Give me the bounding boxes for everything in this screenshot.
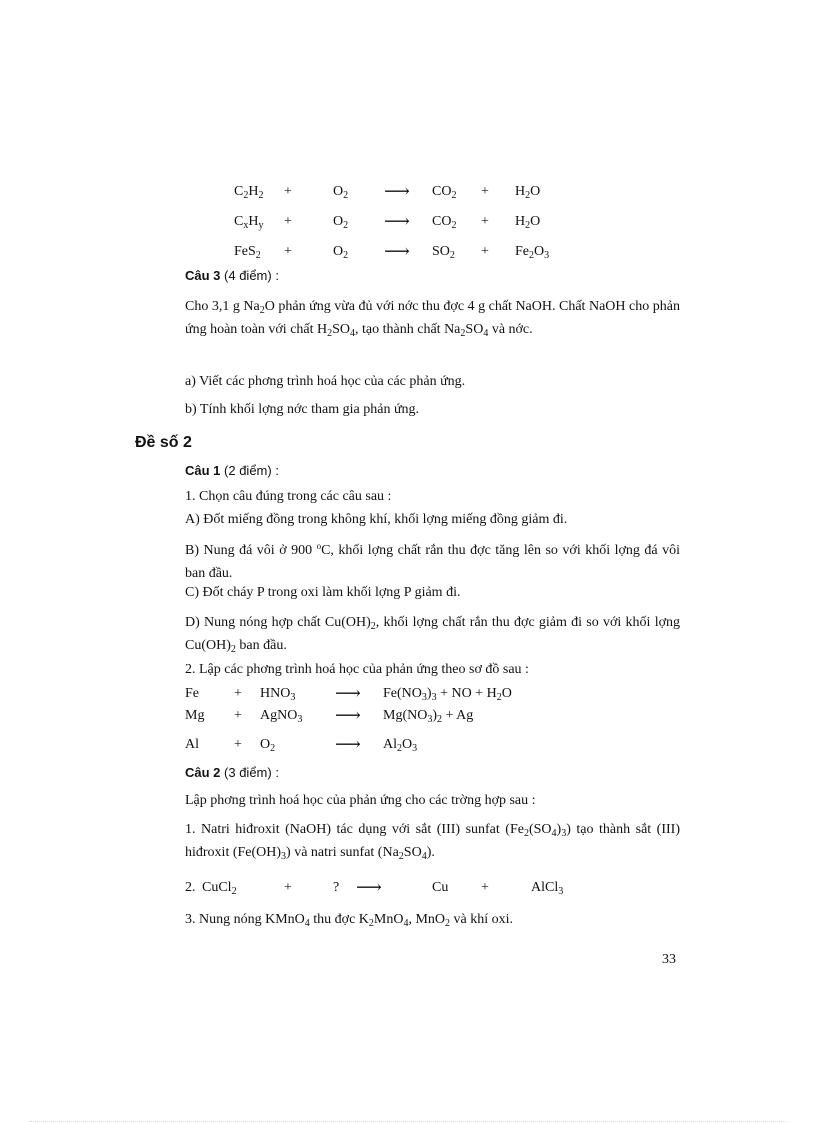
question-title: Câu 1 xyxy=(185,463,221,478)
plus-sign: + xyxy=(284,244,292,259)
product: $CO_2$ xyxy=(432,184,457,201)
reactant: $O_2$ xyxy=(333,244,349,261)
question-1-option-a: A) Đốt miếng đồng trong không khí, khối lợng miếng đồng giảm đi. xyxy=(185,512,568,527)
question-3-text: Cho 3,1 g $Na_2O$ phản ứng vừa đủ với nớc thu đợc 4 g chất NaOH. Chất NaOH cho phản ứng hoàn toàn với chất $H_2SO_4$, tạo thành chất $Na_2SO_4$ và nớc. xyxy=(185,299,680,339)
question-2-part-1: 1. Natri hiđroxit (NaOH) tác dụng với sắt (III) sunfat $(Fe_2(SO_4)_3)$ tạo thành sắt (III) hiđroxit $(Fe(OH)_3)$ và natri sunfat $(Na_2SO_4)$. xyxy=(185,822,680,862)
page-number: 33 xyxy=(662,952,676,967)
question-2-part-3: 3. Nung nóng KMnO$_4$ thu đợc $K_2MnO_4$, MnO$_2$ và khí oxi. xyxy=(185,912,514,929)
reactant: $HNO_3$ xyxy=(260,686,296,703)
reactant: $O_2$ xyxy=(333,214,349,231)
question-title: Câu 2 xyxy=(185,765,221,780)
arrow: ⟶ xyxy=(384,211,410,231)
question-points: (2 điểm) : xyxy=(224,463,279,478)
question-points: (3 điểm) : xyxy=(224,765,279,780)
plus-sign: + xyxy=(481,214,489,229)
reactant: $O_2$ xyxy=(260,737,276,754)
question-points: (4 điểm) : xyxy=(224,268,279,283)
product: $CO_2$ xyxy=(432,214,457,231)
plus-sign: + xyxy=(234,708,242,723)
arrow: ⟶ xyxy=(335,683,361,703)
plus-sign: + xyxy=(284,184,292,199)
reactant: FeS$_2$ xyxy=(234,244,261,261)
question-title: Câu 3 xyxy=(185,268,221,283)
question-2-intro: Lập phơng trình hoá học của phản ứng cho các trờng hợp sau : xyxy=(185,793,536,808)
products: $Fe(NO_3)_3$ + NO + $H_2O$ xyxy=(383,686,512,703)
unknown-reactant: ? xyxy=(333,880,340,895)
question-1-intro: 1. Chọn câu đúng trong các câu sau : xyxy=(185,489,392,504)
plus-sign: + xyxy=(284,214,292,229)
plus-sign: + xyxy=(481,880,489,895)
arrow: ⟶ xyxy=(384,241,410,261)
reactant: Fe xyxy=(185,686,199,701)
arrow: ⟶ xyxy=(335,705,361,725)
reactant: CuCl$_2$ xyxy=(202,880,237,897)
question-1-label xyxy=(185,463,279,478)
question-1-option-c: C) Đốt cháy P trong oxi làm khối lợng P giảm đi. xyxy=(185,585,461,600)
product: AlCl$_3$ xyxy=(531,880,564,897)
question-1-option-b: B) Nung đá vôi ở 900 $^o$C, khối lợng chất rắn thu đợc tăng lên so với khối lợng đá vôi ban đầu. xyxy=(185,541,680,581)
reactant: AgNO$_3$ xyxy=(260,708,303,725)
question-1-option-d: D) Nung nóng hợp chất $Cu(OH)_2$, khối lợng chất rắn thu đợc giảm đi so với khối lợng $Cu(OH)_2$ ban đầu. xyxy=(185,615,680,655)
item-number: 2. xyxy=(185,880,196,895)
reactant: $O_2$ xyxy=(333,184,349,201)
question-2-label xyxy=(185,765,279,780)
product: $H_2O$ xyxy=(515,214,541,231)
product: $Fe_2O_3$ xyxy=(515,244,550,261)
arrow: ⟶ xyxy=(384,181,410,201)
arrow: ⟶ xyxy=(356,877,382,897)
reactant: $C_2H_2$ xyxy=(234,184,264,201)
question-3-part-a: a) Viết các phơng trình hoá học của các phản ứng. xyxy=(185,374,466,389)
page-bottom-divider xyxy=(30,1121,786,1122)
product: $H_2O$ xyxy=(515,184,541,201)
reactant: $C_xH_y$ xyxy=(234,214,264,231)
plus-sign: + xyxy=(234,686,242,701)
product: Cu xyxy=(432,880,449,895)
section-heading: Đề số 2 xyxy=(135,434,192,451)
question-3-part-b: b) Tính khối lợng nớc tham gia phản ứng. xyxy=(185,402,420,417)
products: $Al_2O_3$ xyxy=(383,737,418,754)
reactant: Al xyxy=(185,737,199,752)
reactant: Mg xyxy=(185,708,205,723)
products: $Mg(NO_3)_2 + Ag$ xyxy=(383,708,474,725)
plus-sign: + xyxy=(481,244,489,259)
plus-sign: + xyxy=(234,737,242,752)
product: $SO_2$ xyxy=(432,244,455,261)
plus-sign: + xyxy=(284,880,292,895)
question-1-part-2: 2. Lập các phơng trình hoá học của phản ứng theo sơ đồ sau : xyxy=(185,662,529,677)
arrow: ⟶ xyxy=(335,734,361,754)
question-3-label xyxy=(185,268,279,283)
plus-sign: + xyxy=(481,184,489,199)
